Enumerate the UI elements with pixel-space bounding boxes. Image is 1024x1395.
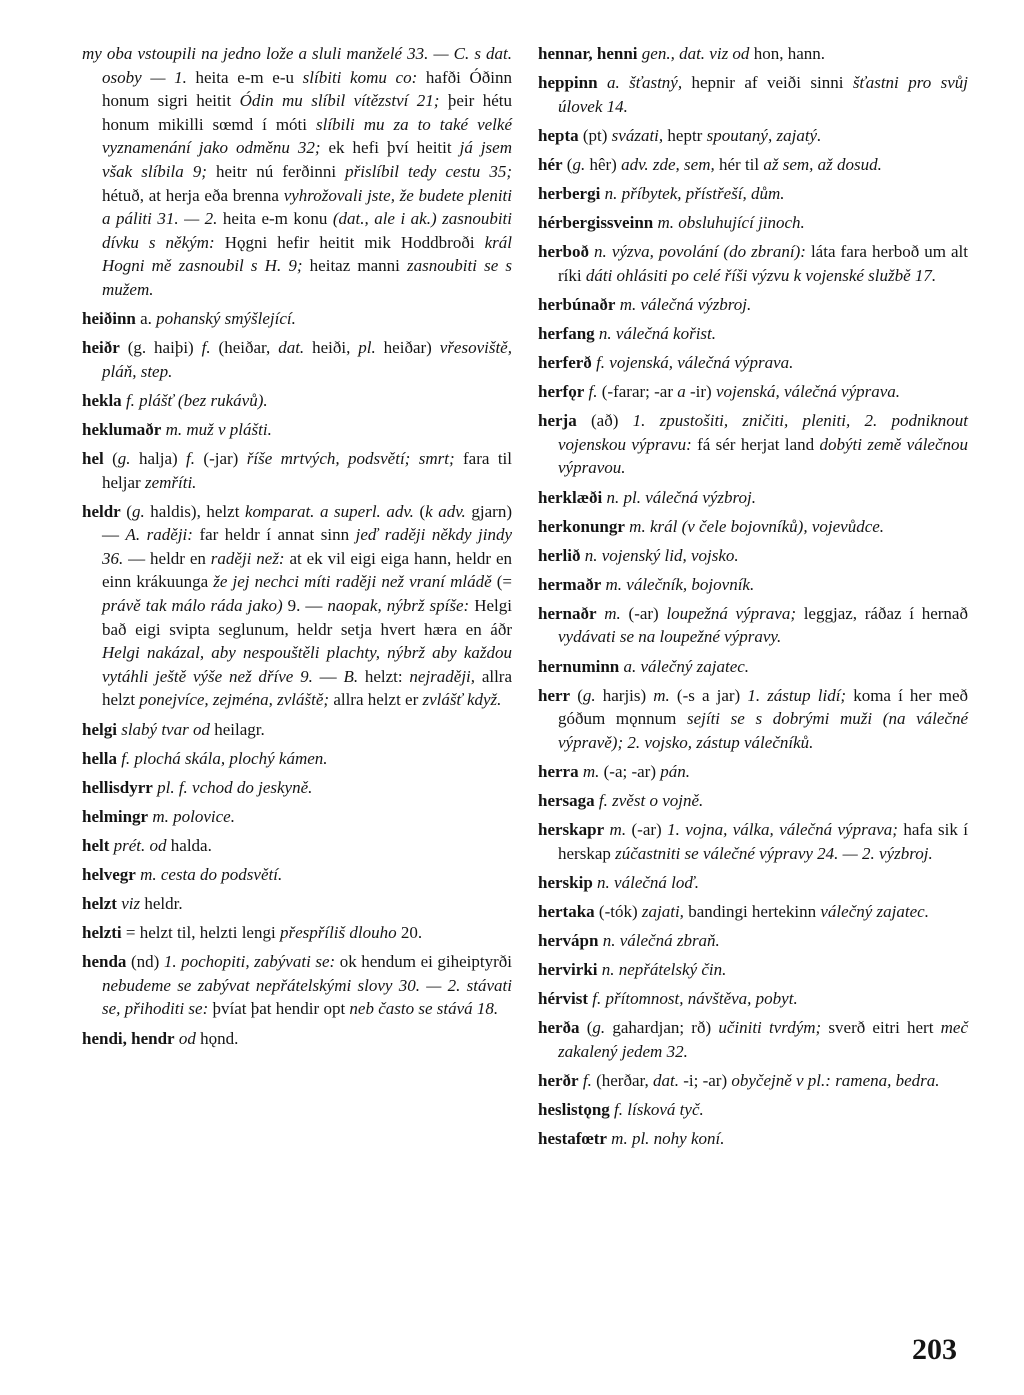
entry-gloss: a <box>677 382 690 402</box>
dictionary-entry <box>538 153 968 177</box>
entry-text: allra helzt er <box>333 690 423 710</box>
dictionary-entry <box>82 834 512 858</box>
entry-text: fara til heljar <box>102 449 512 492</box>
entry-text: þvíat þat hendir opt <box>212 999 350 1019</box>
entry-gloss: ponejvíce, zejména, zvláště; <box>139 690 334 710</box>
entry-text: 20. <box>400 923 423 943</box>
dictionary-entry <box>538 544 968 568</box>
entry-text: hǫnd. <box>200 1028 239 1048</box>
entry-gloss: přislíbil tedy cestu 35; <box>345 161 512 181</box>
dictionary-entry <box>538 211 968 235</box>
entry-gloss: n. válečná loď. <box>592 872 699 892</box>
dictionary-entry <box>538 240 968 287</box>
entry-headword: helt <box>82 835 110 855</box>
entry-gloss: g. <box>572 154 590 174</box>
entry-gloss: svázati, <box>611 125 668 145</box>
dictionary-entry <box>538 789 968 813</box>
dictionary-entry <box>538 958 968 982</box>
dictionary-entry <box>538 515 968 539</box>
entry-text: (-ar) <box>631 820 668 840</box>
entry-headword: helvegr <box>82 865 136 884</box>
dictionary-entry <box>538 293 968 317</box>
dictionary-entry <box>538 71 968 118</box>
dictionary-entry <box>82 1027 512 1051</box>
entry-gloss: 1. pochopiti, zabývati se: <box>163 952 340 972</box>
entry-headword: hennar, henni <box>538 44 638 63</box>
entry-headword: henda <box>82 952 127 972</box>
dictionary-entry <box>82 805 512 829</box>
entry-text: (-jar) <box>203 449 247 468</box>
entry-gloss: slabý tvar od <box>116 719 215 739</box>
dictionary-entry <box>82 950 512 1021</box>
entry-text: hon, hann. <box>753 44 825 63</box>
entry-text: at ek vil eigi eiga hann, heldr en einn krákuunga <box>102 548 513 592</box>
entry-headword: herða <box>538 1018 580 1038</box>
entry-headword: hernaðr <box>538 603 597 623</box>
entry-gloss: prét. od <box>109 835 171 855</box>
entry-text: (-ar) <box>628 603 667 623</box>
dictionary-entry <box>82 42 512 302</box>
entry-gloss: slíbiti komu co: <box>302 67 426 87</box>
entry-headword: heppinn <box>538 73 598 93</box>
dictionary-entry <box>538 1069 968 1093</box>
dictionary-entry <box>538 182 968 206</box>
entry-headword: hella <box>82 748 117 768</box>
entry-headword: hel <box>82 449 104 468</box>
entry-headword: herfǫr <box>538 382 585 402</box>
entry-gloss: nebudeme se zabývat nepřátelskými slovy 30. — 2. stávati se, přihoditi se: <box>102 975 512 1019</box>
entry-gloss: Helgi nakázal, aby nespouštěli plachty, nýbrž aby každou vytáhli ještě výše než dříve 9. <box>102 643 512 686</box>
entry-text: heiðar) <box>383 338 440 358</box>
entry-text: allra helzt <box>102 666 513 710</box>
entry-gloss: právě tak málo ráda jako) <box>102 596 288 616</box>
entry-headword: helmingr <box>82 806 149 826</box>
entry-gloss: pohanský smýšlející. <box>156 309 296 329</box>
entry-text: hêr) <box>589 154 622 174</box>
entry-gloss: n. příbytek, přístřeší, dům. <box>600 183 785 203</box>
entry-gloss: n. válečná zbraň. <box>598 931 720 950</box>
entry-headword: hestafœtr <box>538 1129 607 1149</box>
dictionary-entry <box>82 389 512 413</box>
entry-gloss: komparat. a superl. adv. <box>245 501 420 521</box>
entry-text: heilagr. <box>214 719 265 739</box>
entry-headword: herr <box>538 685 571 705</box>
dictionary-entry <box>82 892 512 916</box>
entry-headword: herðr <box>538 1070 579 1090</box>
entry-text: bandingi hertekinn <box>688 901 821 921</box>
entry-gloss: gen., dat. viz od <box>637 44 754 63</box>
entry-gloss: zasnoubiti se s mužem. <box>102 256 512 299</box>
entry-gloss: m. muž v plášti. <box>161 419 272 439</box>
entry-headword: helzti <box>82 923 122 943</box>
entry-gloss: m. válečník, bojovník. <box>601 574 755 594</box>
entry-text: (að) <box>576 411 633 431</box>
entry-headword: heiðinn <box>82 309 136 329</box>
entry-text: koma í her með góðum mǫnnum <box>558 685 968 729</box>
entry-text: láta fara herboð um alt ríki <box>558 242 968 285</box>
entry-gloss: viz <box>116 894 145 914</box>
entry-gloss: dat. <box>652 1070 684 1090</box>
entry-gloss: m. <box>604 820 632 840</box>
entry-gloss: m. válečná výzbroj. <box>615 294 752 314</box>
dictionary-entry <box>538 380 968 404</box>
entry-text: (g. <box>119 338 155 358</box>
entry-gloss: (dat., ale i ak.) zasnoubiti dívku s někým: <box>102 209 513 252</box>
entry-headword: hér <box>538 154 563 174</box>
entry-gloss: m. <box>578 761 604 781</box>
entry-gloss: že jej nechci míti raději než vraní mládě <box>213 572 497 592</box>
dictionary-entry <box>82 336 512 383</box>
entry-gloss: meč zakalený jedem 32. <box>558 1018 968 1061</box>
entry-text: (nd) <box>126 952 164 972</box>
entry-gloss: m. cesta do podsvětí. <box>135 865 283 884</box>
dictionary-entry <box>538 602 968 649</box>
dictionary-entry <box>538 1127 968 1151</box>
entry-gloss: spoutaný, zajatý. <box>706 125 822 145</box>
dictionary-entry <box>538 322 968 346</box>
entry-text: fá sér herjat land <box>697 434 820 454</box>
entry-text: harjis) <box>602 685 654 705</box>
entry-headword: hertaka <box>538 901 595 921</box>
entry-gloss: a. šťastný, <box>597 73 692 93</box>
entry-gloss: dáti ohlásiti po celé říši výzvu k vojenské službě 17. <box>585 265 937 285</box>
entry-text: ( <box>419 501 426 521</box>
entry-text: heita e-m e-u <box>195 67 303 87</box>
dictionary-entry <box>82 307 512 331</box>
entry-gloss: zvlášť když. <box>422 690 502 710</box>
entry-gloss: A. raději: <box>125 525 200 545</box>
entry-headword: hérvist <box>538 989 589 1009</box>
entry-headword: hellisdyrr <box>82 777 153 797</box>
entry-gloss: f. <box>186 449 204 468</box>
entry-gloss: n. pl. válečná výzbroj. <box>602 487 756 507</box>
entry-gloss: zajati, <box>641 901 689 921</box>
entry-gloss: král Hogni mě zasnoubil s H. 9; <box>102 232 512 276</box>
entry-headword: hendi, hendr <box>82 1028 175 1048</box>
entry-text: (-tók) <box>594 901 642 921</box>
entry-text: heitr nú ferðinni <box>216 161 346 181</box>
entry-gloss: dobýti země válečnou výpravou. <box>558 434 969 478</box>
dictionary-entry <box>538 987 968 1011</box>
dictionary-entry <box>82 921 512 945</box>
dictionary-entry <box>538 573 968 597</box>
entry-gloss: k adv. <box>425 501 472 521</box>
entry-headword: hervápn <box>538 931 599 950</box>
entry-gloss: já jsem však slíbila 9; <box>102 138 512 181</box>
entry-text: sverð eitri hert <box>828 1018 941 1038</box>
entry-text: halja) <box>138 449 187 468</box>
entry-gloss: pán. <box>660 761 690 781</box>
dictionary-entry <box>82 718 512 742</box>
entry-gloss: m. <box>653 685 677 705</box>
entry-gloss: f. zvěst o vojně. <box>594 791 704 811</box>
entry-headword: herboð <box>538 242 589 262</box>
entry-text: (-farar; -ar <box>601 382 678 402</box>
dictionary-entry <box>538 1016 968 1063</box>
entry-text: helzt: <box>364 666 410 686</box>
dictionary-entry <box>538 351 968 375</box>
entry-gloss: f. <box>578 1070 597 1090</box>
entry-headword: herskapr <box>538 820 605 840</box>
dictionary-entry <box>538 760 968 784</box>
entry-text: ( <box>562 154 573 174</box>
entry-gloss: g. <box>131 501 151 521</box>
entry-gloss: pl. <box>358 338 384 358</box>
entry-gloss: raději než: <box>210 548 290 568</box>
dictionary-entry <box>538 871 968 895</box>
entry-text: far heldr í annat sinn <box>199 525 356 545</box>
dictionary-entry <box>538 684 968 755</box>
entry-gloss: adv. zde, sem, <box>621 154 719 174</box>
entry-gloss: 1. vojna, válka, válečná výprava; <box>667 820 904 840</box>
entry-gloss: válečný zajatec. <box>820 901 929 921</box>
entry-headword: hekla <box>82 390 122 410</box>
entry-headword: herfang <box>538 323 595 343</box>
entry-headword: herja <box>538 411 577 431</box>
entry-headword: herferð <box>538 353 592 373</box>
entry-text: gjarn) — <box>102 501 512 545</box>
entry-text: gahardjan; rð) <box>612 1018 719 1038</box>
entry-headword: heklumaðr <box>82 419 162 439</box>
entry-headword: herra <box>538 761 579 781</box>
entry-headword: hermaðr <box>538 574 602 594</box>
entry-headword: hersaga <box>538 791 595 811</box>
entry-text: ( <box>120 501 132 521</box>
entry-gloss: f. <box>201 338 219 358</box>
entry-headword: hepta <box>538 125 579 145</box>
entry-gloss: jeď raději někdy jindy 36. <box>102 525 513 568</box>
entry-gloss: 1. zpustošiti, zničiti, pleniti, 2. podniknout vojenskou výpravu: <box>558 411 968 454</box>
entry-gloss: f. <box>584 382 602 402</box>
entry-gloss: m. král (v čele bojovníků), vojevůdce. <box>624 516 885 536</box>
entry-gloss: vřesoviště, pláň, step. <box>102 338 512 381</box>
dictionary-entry <box>82 776 512 800</box>
entry-gloss: neb často se stává 18. <box>349 999 499 1019</box>
entry-headword: herbúnaðr <box>538 294 616 314</box>
entry-gloss: přespříliš dlouho <box>279 923 401 943</box>
entry-gloss: pl. f. vchod do jeskyně. <box>152 777 313 797</box>
entry-gloss: naopak, nýbrž spíše: <box>327 596 475 616</box>
entry-gloss: zemříti. <box>144 472 197 492</box>
entry-gloss: B. <box>343 666 365 686</box>
entry-text: — <box>319 666 344 686</box>
entry-text: hétuð, at herja eða brenna <box>102 185 284 205</box>
entry-gloss: dat. <box>278 338 313 358</box>
entry-gloss: my oba vstoupili na jedno lože a sluli manželé 33. — C. s dat. osoby — 1. <box>82 44 512 87</box>
entry-gloss: f. plášť (bez rukávů). <box>121 390 268 410</box>
entry-headword: helzt <box>82 894 117 914</box>
entry-text: -ir) <box>690 382 716 402</box>
entry-gloss: nejraději, <box>409 666 482 686</box>
entry-headword: herkonungr <box>538 516 625 536</box>
entry-gloss: f. přítomnost, návštěva, pobyt. <box>588 989 798 1009</box>
entry-headword: heslistǫng <box>538 1100 610 1120</box>
entry-headword: hervirki <box>538 960 598 980</box>
dictionary-entry <box>538 900 968 924</box>
entry-text: ( <box>103 449 118 468</box>
entry-gloss: zúčastniti se válečné výpravy 24. — 2. výzbroj. <box>615 843 933 863</box>
entry-gloss: od <box>174 1028 201 1048</box>
entry-text: -i; -ar) <box>683 1070 732 1090</box>
entry-gloss: n. výzva, povolání (do zbraní): <box>589 242 811 262</box>
entry-headword: herklæði <box>538 487 603 507</box>
right-column <box>538 42 968 1156</box>
dictionary-entry <box>82 418 512 442</box>
entry-gloss: n. vojenský lid, vojsko. <box>580 545 739 565</box>
entry-gloss: f. vojenská, válečná výprava. <box>591 353 794 373</box>
entry-gloss: n. nepřátelský čin. <box>597 960 727 980</box>
entry-gloss: obyčejně v pl.: ramena, bedra. <box>731 1070 940 1090</box>
entry-headword: heldr <box>82 501 121 521</box>
entry-text: þeir hétu honum mikilli sœmd í móti <box>102 91 512 134</box>
dictionary-entry <box>538 818 968 865</box>
entry-gloss: Ódin mu slíbil vítězství 21; <box>239 91 448 111</box>
entry-text: hepnir af veiði sinni <box>691 73 853 93</box>
entry-gloss: m. obsluhující jinoch. <box>653 213 805 233</box>
entry-text: heldr. <box>144 894 183 914</box>
entry-text: (pt) <box>578 125 612 145</box>
entry-headword: heiðr <box>82 338 120 358</box>
entry-text: haldis), helzt <box>150 501 245 521</box>
entry-text: ( <box>579 1018 593 1038</box>
entry-text: 9. — <box>287 596 328 616</box>
dictionary-entry <box>82 500 512 712</box>
dictionary-entry <box>538 929 968 953</box>
entry-headword: herlið <box>538 545 581 565</box>
entry-headword: herbergi <box>538 183 601 203</box>
entry-headword: herskip <box>538 872 593 892</box>
entry-text: ( <box>570 685 583 705</box>
entry-gloss: učiniti tvrdým; <box>718 1018 829 1038</box>
entry-text: hér til <box>718 154 764 174</box>
entry-gloss: n. válečná kořist. <box>594 323 717 343</box>
entry-text: ek hefi því heitit <box>328 138 460 158</box>
entry-text: (-s a jar) <box>676 685 748 705</box>
dictionary-entry <box>82 447 512 494</box>
entry-text: leggjaz, ráðaz í hernað <box>803 603 968 623</box>
entry-text: (heiðar, <box>218 338 279 358</box>
entry-gloss: f. lísková tyč. <box>609 1100 704 1120</box>
entry-text: Hǫgni hefir heitit mik Hoddbroði <box>224 232 485 252</box>
entry-text: (-a; -ar) <box>603 761 661 781</box>
entry-text: (herðar, <box>596 1070 653 1090</box>
entry-gloss: sejíti se s dobrými muži (na válečné výpravě); 2. vojsko, zástup válečníků. <box>558 709 968 752</box>
entry-text: heptr <box>667 125 707 145</box>
dictionary-entry <box>538 409 968 480</box>
dictionary-entry <box>82 863 512 887</box>
entry-text: hafa sik í herskap <box>558 820 968 863</box>
entry-text: ok hendum ei giheiptyrði <box>339 952 512 972</box>
page-number: 203 <box>912 1333 957 1366</box>
entry-text: = helzt til, helzti lengi <box>121 923 280 943</box>
dictionary-entry <box>538 655 968 679</box>
dictionary-entry <box>82 747 512 771</box>
entry-gloss: 1. zástup lidí; <box>747 685 854 705</box>
entry-gloss: říše mrtvých, podsvětí; smrt; <box>246 449 464 468</box>
entry-gloss: g. <box>582 685 603 705</box>
entry-text: (= <box>496 572 512 592</box>
entry-gloss: slíbili mu za to také velké vyznamenání jako odměnu 32; <box>102 114 512 158</box>
entry-text: a. <box>135 309 157 329</box>
entry-gloss: až sem, až dosud. <box>763 154 882 174</box>
entry-gloss: vyhrožovali jste, že budete pleniti a páliti 31. — 2. <box>102 185 512 229</box>
entry-headword: helgi <box>82 719 117 739</box>
dictionary-entry <box>538 124 968 148</box>
entry-text: Helgi bað eigi svipta seglunum, heldr setja hvert hæra en áðr <box>102 596 512 639</box>
entry-gloss: loupežná výprava; <box>666 603 804 623</box>
dictionary-entry <box>538 486 968 510</box>
entry-text: haiþi) <box>154 338 202 358</box>
entry-text: halda. <box>170 835 212 855</box>
entry-gloss: a. válečný zajatec. <box>619 656 750 676</box>
entry-gloss: m. <box>596 603 629 623</box>
entry-gloss: vydávati se na loupežné výpravy. <box>558 627 782 647</box>
entry-gloss: m. pl. nohy koní. <box>606 1129 725 1149</box>
left-column <box>82 42 512 1056</box>
entry-text: — heldr en <box>128 548 211 568</box>
entry-gloss: m. polovice. <box>148 806 235 826</box>
dictionary-entry <box>538 42 968 66</box>
entry-headword: hérbergissveinn <box>538 213 654 233</box>
entry-gloss: f. plochá skála, plochý kámen. <box>116 748 328 768</box>
entry-gloss: vojenská, válečná výprava. <box>715 382 901 402</box>
entry-gloss: g. <box>117 449 139 468</box>
entry-text: heiði, <box>312 338 359 358</box>
dictionary-entry <box>538 1098 968 1122</box>
entry-text: hafði Óðinn honum sigri heitit <box>102 67 512 111</box>
entry-text: heitaz manni <box>309 256 408 276</box>
entry-gloss: g. <box>592 1018 613 1038</box>
entry-gloss: šťastni pro svůj úlovek 14. <box>558 73 969 116</box>
entry-headword: hernuminn <box>538 656 620 676</box>
entry-text: heita e-m konu <box>222 209 333 229</box>
